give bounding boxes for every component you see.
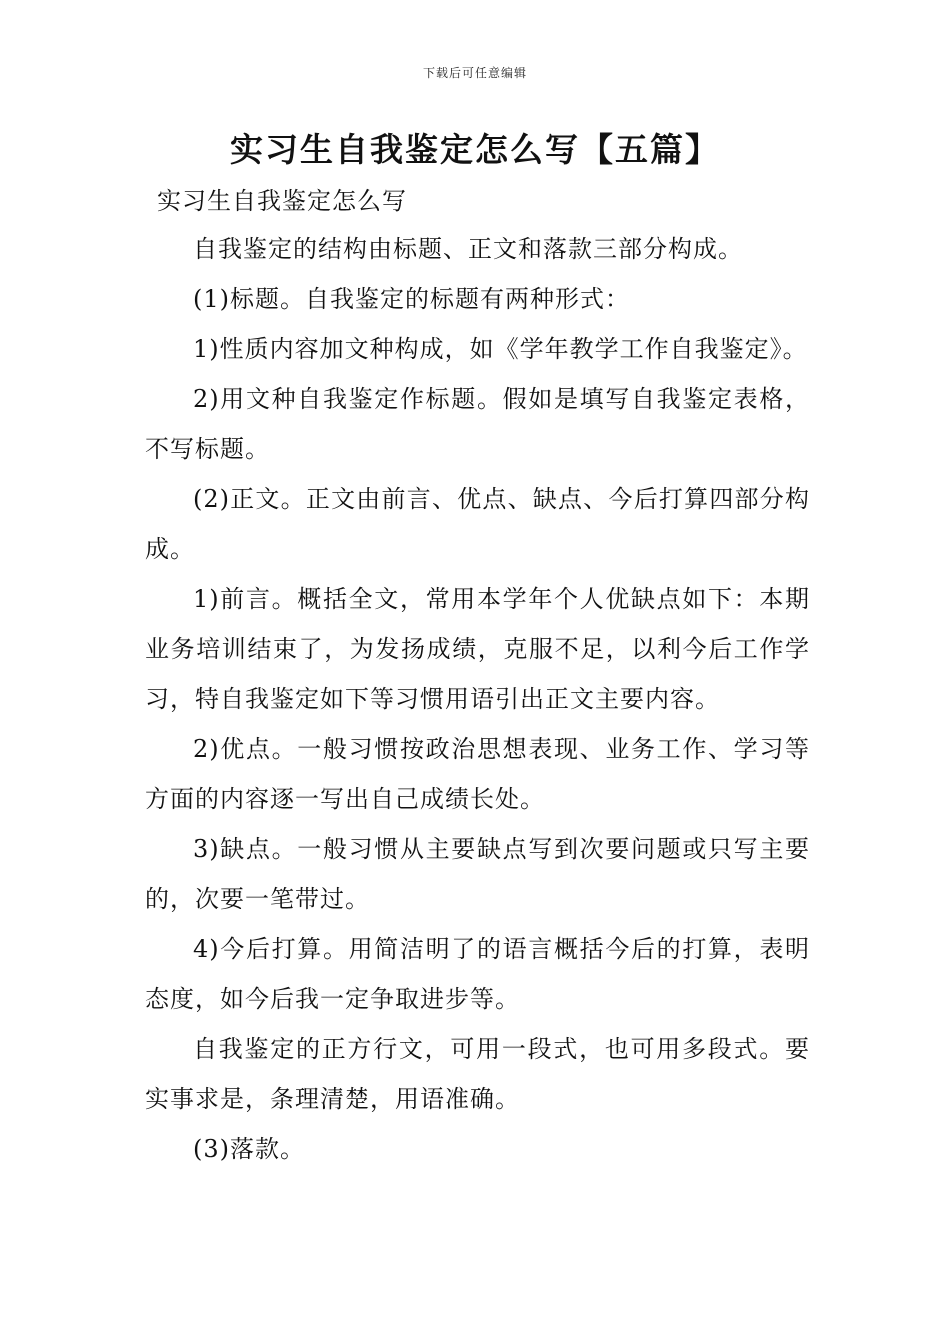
header-note: 下载后可任意编辑 bbox=[422, 66, 527, 80]
paragraph-title-form-1: 1)性质内容加文种构成，如《学年教学工作自我鉴定》。 bbox=[193, 335, 808, 363]
paragraph-preface: 1)前言。概括全文，常用本学年个人优缺点如下：本期业务培训结束了，为发扬成绩，克服不足，以利今后工作学习，特自我鉴定如下等习惯用语引出正文主要内容。 bbox=[145, 585, 810, 713]
paragraph-signature-section: (3)落款。 bbox=[193, 1135, 305, 1163]
paragraph-strengths: 2)优点。一般习惯按政治思想表现、业务工作、学习等方面的内容逐一写出自己成绩长处。 bbox=[145, 735, 810, 813]
document-title: 实习生自我鉴定怎么写【五篇】 bbox=[230, 130, 720, 169]
paragraph-structure: 自我鉴定的结构由标题、正文和落款三部分构成。 bbox=[193, 235, 743, 263]
paragraph-body-section: (2)正文。正文由前言、优点、缺点、今后打算四部分构成。 bbox=[145, 485, 810, 563]
document-body bbox=[145, 178, 810, 1174]
paragraph-weaknesses: 3)缺点。一般习惯从主要缺点写到次要问题或只写主要的，次要一笔带过。 bbox=[145, 835, 810, 913]
paragraph-title-form-2: 2)用文种自我鉴定作标题。假如是填写自我鉴定表格，不写标题。 bbox=[145, 385, 810, 463]
document-subtitle: 实习生自我鉴定怎么写 bbox=[157, 187, 407, 215]
paragraph-title-section: (1)标题。自我鉴定的标题有两种形式： bbox=[193, 285, 630, 313]
paragraph-future-plans: 4)今后打算。用简洁明了的语言概括今后的打算，表明态度，如今后我一定争取进步等。 bbox=[145, 935, 810, 1013]
paragraph-writing-style: 自我鉴定的正方行文，可用一段式，也可用多段式。要实事求是，条理清楚，用语准确。 bbox=[145, 1035, 810, 1113]
